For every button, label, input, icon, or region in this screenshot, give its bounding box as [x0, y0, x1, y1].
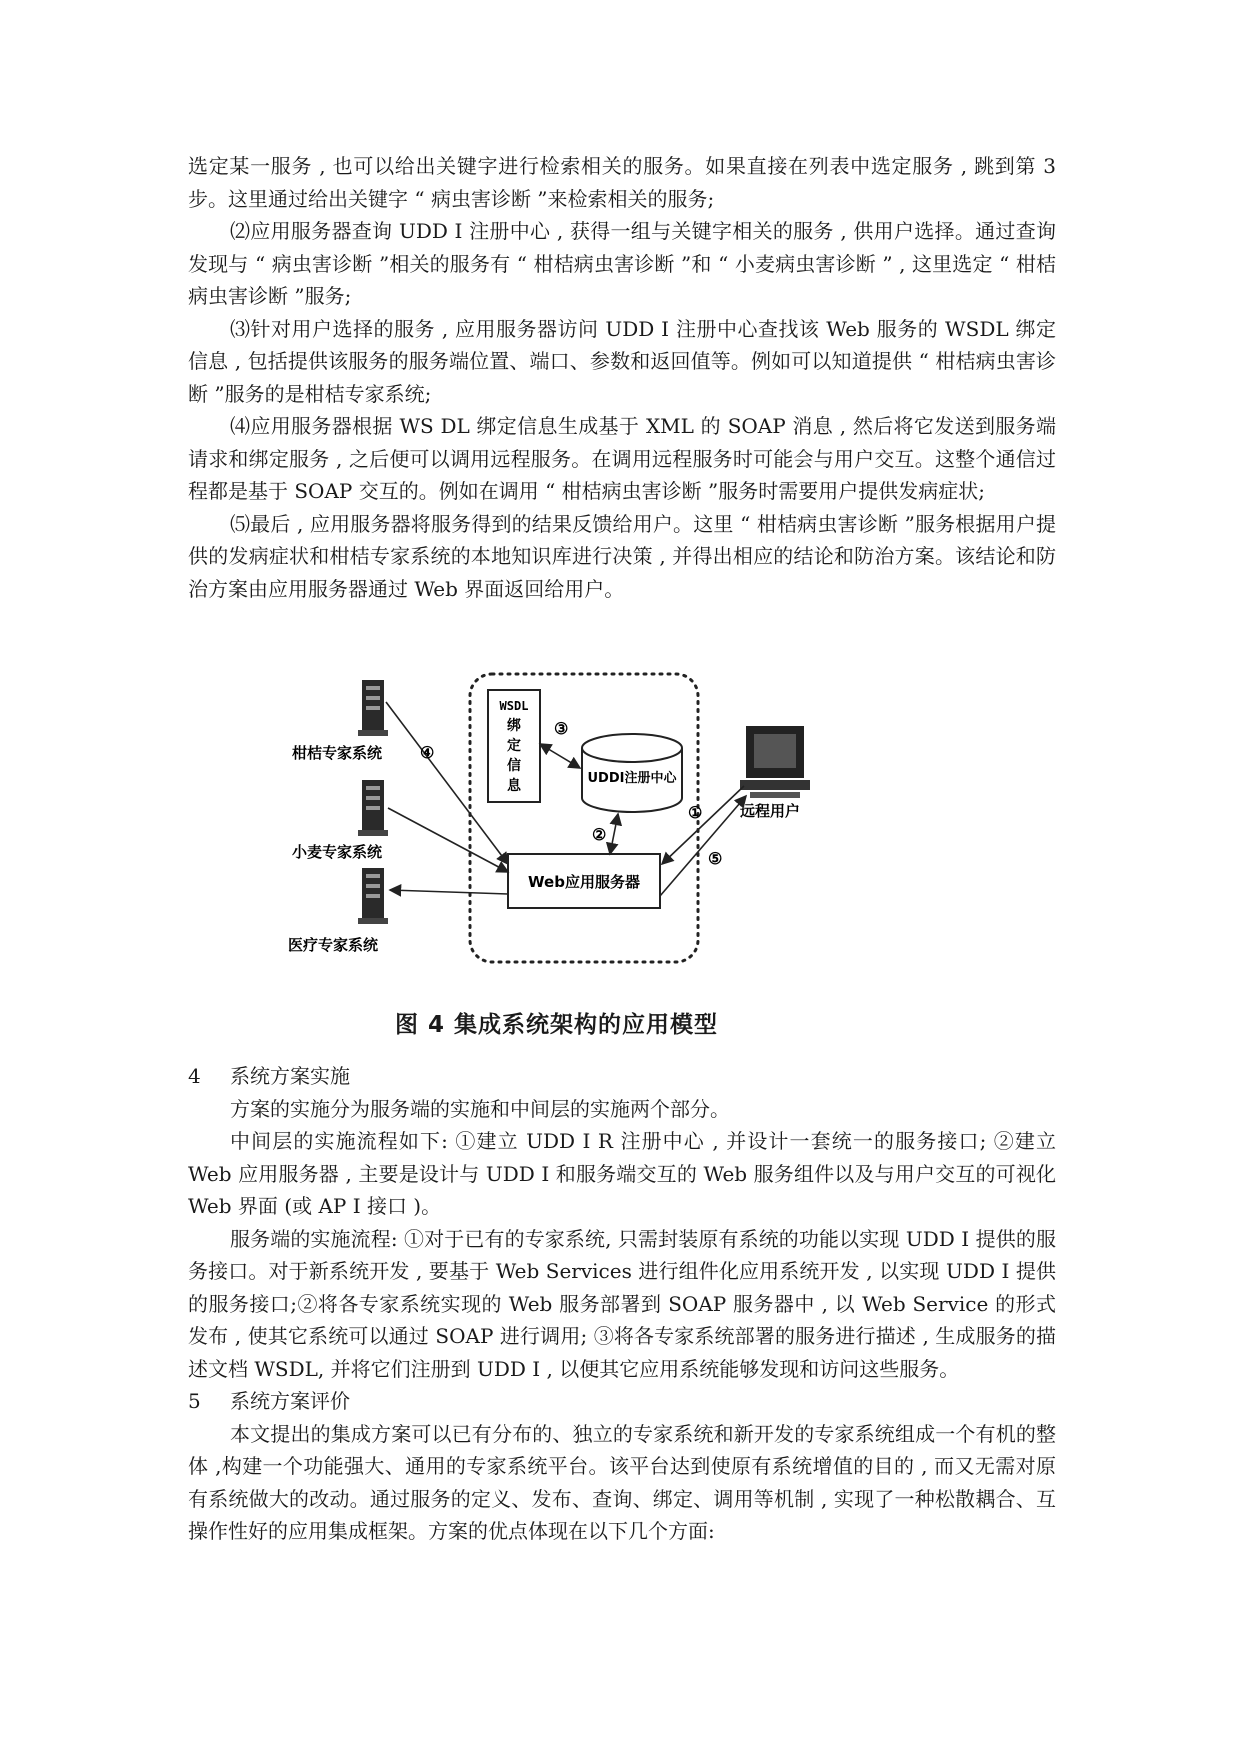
paragraph: ⑸最后 , 应用服务器将服务得到的结果反馈给用户。这里 “ 柑桔病虫害诊断 ”服务根据用户提供的发病症状和柑桔专家系统的本地知识库进行决策 , 并得出相应的结论和防治方案。该结论和防治方案由应用服务器通过 Web 界面返回给用户。: [188, 511, 1056, 601]
top-paragraphs: [188, 150, 1056, 605]
paragraph: 选定某一服务 , 也可以给出关键字进行检索相关的服务。如果直接在列表中选定服务 , 跳到第 3 步。这里通过给出关键字 “ 病虫害诊断 ”来检索相关的服务;: [188, 154, 1056, 211]
section-title: 系统方案实施: [230, 1064, 350, 1088]
computer-icon: [740, 726, 810, 798]
section-heading: [188, 1060, 1056, 1093]
paragraph: ⑷应用服务器根据 WS DL 绑定信息生成基于 XML 的 SOAP 消息 , 然后将它发送到服务端请求和绑定服务 , 之后便可以调用远程服务。在调用远程服务时可能会与用户交互。这整个通信过程都是基于 SOAP 交互的。例如在调用 “ 柑桔病虫害诊断 ”服务时需要用户提供发病症状;: [188, 414, 1056, 503]
uddi-label: UDDI注册中心: [587, 771, 677, 786]
remote-user-label: 远程用户: [740, 802, 801, 820]
step-marker: ②: [592, 825, 607, 844]
wsdl-label: 绑: [507, 718, 521, 734]
web-server-label: Web应用服务器: [528, 873, 640, 891]
wheat-system-label: 小麦专家系统: [292, 843, 383, 861]
step-marker: ④: [420, 743, 435, 762]
server-icon: [358, 868, 388, 924]
wsdl-label: 信: [507, 758, 521, 774]
step-marker: ③: [554, 719, 569, 738]
paragraph: ⑶针对用户选择的服务 , 应用服务器访问 UDD I 注册中心查找该 Web 服务的 WSDL 绑定信息 , 包括提供该服务的服务端位置、端口、参数和返回值等。例如可以知道提供 “ 柑桔病虫害诊断 ”服务的是柑桔专家系统;: [188, 316, 1056, 406]
step-marker: ⑤: [708, 849, 723, 868]
paragraph: 中间层的实施流程如下: ①建立 UDD I R 注册中心 , 并设计一套统一的服务接口; ②建立 Web 应用服务器 , 主要是设计与 UDD I 和服务端交互的 Web 服务组件以及与用户交互的可视化 Web 界面 (或 AP I 接口 )。: [188, 1129, 1056, 1218]
paragraph: 服务端的实施流程: ①对于已有的专家系统, 只需封装原有系统的功能以实现 UDD I 提供的服务接口。对于新系统开发 , 要基于 Web Services 进行组件化应用系统开发 , 以实现 UDD I 提供的服务接口;②将各专家系统实现的 Web 服务部署到 SOAP 服务器中 , 以 Web Service 的形式发布 , 使其它系统可以通过 SOAP 进行调用; ③将各专家系统部署的服务进行描述 , 生成服务的描述文档 WSDL, 并将它们注册到 UDD I , 以便其它应用系统能够发现和访问这些服务。: [188, 1226, 1056, 1381]
wsdl-label: 息: [507, 778, 521, 794]
wsdl-label: 定: [507, 738, 521, 754]
figure-caption: 图 4 集成系统架构的应用模型: [395, 1012, 719, 1038]
step-marker: ①: [688, 803, 703, 822]
paragraph: ⑵应用服务器查询 UDD I 注册中心 , 获得一组与关键字相关的服务 , 供用户选择。通过查询发现与 “ 病虫害诊断 ”相关的服务有 “ 柑桔病虫害诊断 ”和 “ 小麦病虫害诊断 ” , 这里选定 “ 柑桔病虫害诊断 ”服务;: [188, 219, 1056, 308]
section-number: 4: [188, 1064, 201, 1088]
wsdl-label: WSDL: [499, 699, 529, 713]
section-number: 5: [188, 1389, 201, 1413]
section-heading: [188, 1385, 1056, 1418]
citrus-system-label: 柑桔专家系统: [292, 744, 383, 762]
server-icon: [358, 680, 388, 736]
paragraph: 本文提出的集成方案可以已有分布的、独立的专家系统和新开发的专家系统组成一个有机的整体 ,构建一个功能强大、通用的专家系统平台。该平台达到使原有系统增值的目的 , 而又无需对原有系统做大的改动。通过服务的定义、发布、查询、绑定、调用等机制 , 实现了一种松散耦合、互操作性好的应用集成框架。方案的优点体现在以下几个方面:: [188, 1421, 1056, 1543]
medical-system-label: 医疗专家系统: [288, 936, 379, 954]
section-title: 系统方案评价: [230, 1389, 350, 1413]
paragraph: 方案的实施分为服务端的实施和中间层的实施两个部分。: [230, 1096, 730, 1121]
server-icon: [358, 780, 388, 836]
architecture-diagram: [288, 668, 860, 976]
body-sections: [188, 1060, 1056, 1548]
